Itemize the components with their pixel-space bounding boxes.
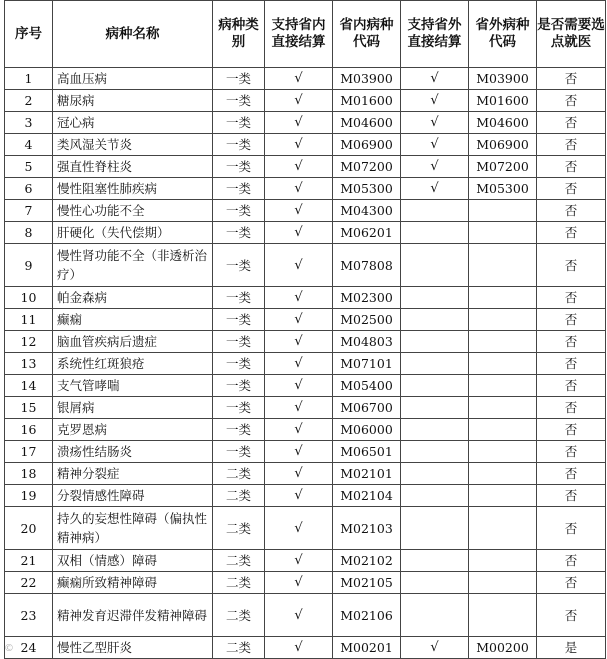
cell-disease-name: 帕金森病 [53,287,213,309]
cell-out-province-settlement [401,594,469,637]
cell-category: 一类 [213,441,265,463]
cell-category: 一类 [213,375,265,397]
cell-no: 24 [5,637,53,659]
cell-disease-name: 脑血管疾病后遗症 [53,331,213,353]
table-row [5,90,606,112]
cell-in-province-code: M05400 [333,375,401,397]
cell-category: 一类 [213,309,265,331]
cell-no: 9 [5,244,53,287]
cell-out-province-settlement [401,244,469,287]
cell-need-select: 否 [537,244,606,287]
cell-out-province-code [469,594,537,637]
cell-need-select: 否 [537,331,606,353]
cell-out-province-settlement: √ [401,178,469,200]
table-row [5,507,606,550]
table-row [5,156,606,178]
table-row [5,550,606,572]
cell-out-province-code [469,222,537,244]
cell-no: 15 [5,397,53,419]
cell-out-province-code [469,572,537,594]
cell-out-province-settlement: √ [401,637,469,659]
watermark: © [4,643,14,654]
cell-category: 一类 [213,112,265,134]
cell-in-province-settlement: √ [265,572,333,594]
header-category: 病种类别 [213,1,265,68]
cell-need-select: 否 [537,550,606,572]
header-out-province-settlement: 支持省外直接结算 [401,1,469,68]
cell-no: 22 [5,572,53,594]
cell-disease-name: 慢性乙型肝炎 [53,637,213,659]
cell-no: 8 [5,222,53,244]
cell-in-province-code: M02106 [333,594,401,637]
cell-need-select: 否 [537,419,606,441]
cell-out-province-code [469,550,537,572]
cell-out-province-code [469,331,537,353]
cell-in-province-settlement: √ [265,441,333,463]
cell-category: 一类 [213,222,265,244]
cell-out-province-code: M05300 [469,178,537,200]
cell-category: 一类 [213,287,265,309]
cell-in-province-code: M07808 [333,244,401,287]
cell-need-select: 否 [537,134,606,156]
cell-out-province-settlement [401,572,469,594]
cell-category: 一类 [213,331,265,353]
cell-no: 2 [5,90,53,112]
table-row [5,178,606,200]
table-row [5,244,606,287]
cell-disease-name: 持久的妄想性障碍（偏执性精神病） [53,507,213,550]
header-in-province-settlement: 支持省内直接结算 [265,1,333,68]
cell-in-province-code: M06201 [333,222,401,244]
cell-category: 二类 [213,594,265,637]
table-row [5,637,606,659]
cell-no: 17 [5,441,53,463]
header-out-province-code: 省外病种代码 [469,1,537,68]
table-row [5,485,606,507]
cell-need-select: 否 [537,156,606,178]
cell-disease-name: 癫痫 [53,309,213,331]
table-header-row [5,1,606,68]
cell-need-select: 否 [537,594,606,637]
cell-out-province-code [469,441,537,463]
header-name: 病种名称 [53,1,213,68]
cell-out-province-code [469,287,537,309]
cell-in-province-settlement: √ [265,375,333,397]
cell-need-select: 否 [537,507,606,550]
cell-in-province-settlement: √ [265,178,333,200]
cell-category: 二类 [213,550,265,572]
cell-out-province-code: M00200 [469,637,537,659]
cell-in-province-settlement: √ [265,485,333,507]
cell-need-select: 否 [537,222,606,244]
cell-out-province-code [469,485,537,507]
cell-category: 一类 [213,397,265,419]
cell-category: 一类 [213,244,265,287]
table-row [5,572,606,594]
cell-in-province-settlement: √ [265,331,333,353]
cell-no: 10 [5,287,53,309]
table-row [5,397,606,419]
cell-disease-name: 精神发育迟滞伴发精神障碍 [53,594,213,637]
cell-in-province-settlement: √ [265,637,333,659]
cell-in-province-code: M02105 [333,572,401,594]
cell-in-province-settlement: √ [265,156,333,178]
cell-in-province-settlement: √ [265,309,333,331]
cell-out-province-code: M01600 [469,90,537,112]
cell-in-province-code: M02300 [333,287,401,309]
cell-out-province-settlement [401,485,469,507]
cell-no: 3 [5,112,53,134]
cell-need-select: 否 [537,353,606,375]
cell-disease-name: 慢性心功能不全 [53,200,213,222]
cell-in-province-code: M02500 [333,309,401,331]
cell-in-province-settlement: √ [265,134,333,156]
cell-out-province-code: M07200 [469,156,537,178]
cell-out-province-code: M03900 [469,68,537,90]
cell-in-province-settlement: √ [265,397,333,419]
cell-disease-name: 分裂情感性障碍 [53,485,213,507]
cell-in-province-code: M04300 [333,200,401,222]
cell-no: 18 [5,463,53,485]
cell-in-province-settlement: √ [265,90,333,112]
cell-in-province-code: M02103 [333,507,401,550]
cell-disease-name: 精神分裂症 [53,463,213,485]
table-row [5,463,606,485]
cell-out-province-settlement: √ [401,156,469,178]
cell-need-select: 否 [537,200,606,222]
cell-out-province-code [469,463,537,485]
cell-need-select: 否 [537,90,606,112]
cell-no: 5 [5,156,53,178]
cell-disease-name: 系统性红斑狼疮 [53,353,213,375]
cell-in-province-code: M07200 [333,156,401,178]
cell-need-select: 否 [537,112,606,134]
cell-disease-name: 糖尿病 [53,90,213,112]
cell-no: 20 [5,507,53,550]
table-row [5,419,606,441]
cell-in-province-code: M06501 [333,441,401,463]
cell-category: 二类 [213,485,265,507]
cell-category: 一类 [213,353,265,375]
cell-out-province-code: M06900 [469,134,537,156]
cell-in-province-code: M02104 [333,485,401,507]
cell-need-select: 否 [537,287,606,309]
cell-in-province-settlement: √ [265,244,333,287]
table-row [5,287,606,309]
cell-disease-name: 慢性肾功能不全（非透析治疗） [53,244,213,287]
table-row [5,309,606,331]
cell-no: 19 [5,485,53,507]
header-in-province-code: 省内病种代码 [333,1,401,68]
cell-disease-name: 双相（情感）障碍 [53,550,213,572]
cell-in-province-settlement: √ [265,287,333,309]
table-row [5,331,606,353]
cell-in-province-code: M06900 [333,134,401,156]
cell-out-province-settlement [401,222,469,244]
cell-out-province-code [469,375,537,397]
cell-out-province-settlement [401,441,469,463]
cell-in-province-settlement: √ [265,507,333,550]
cell-category: 一类 [213,178,265,200]
cell-no: 4 [5,134,53,156]
cell-no: 1 [5,68,53,90]
cell-category: 二类 [213,463,265,485]
cell-category: 二类 [213,572,265,594]
cell-in-province-settlement: √ [265,353,333,375]
cell-category: 一类 [213,156,265,178]
table-body [5,68,606,659]
cell-in-province-code: M00201 [333,637,401,659]
cell-out-province-code [469,507,537,550]
cell-out-province-code [469,419,537,441]
table-row [5,441,606,463]
cell-in-province-code: M06700 [333,397,401,419]
cell-out-province-settlement [401,463,469,485]
cell-no: 7 [5,200,53,222]
cell-out-province-settlement [401,507,469,550]
cell-no: 21 [5,550,53,572]
table-row [5,200,606,222]
cell-need-select: 否 [537,375,606,397]
cell-no: 12 [5,331,53,353]
cell-need-select: 否 [537,441,606,463]
cell-category: 一类 [213,419,265,441]
cell-out-province-code: M04600 [469,112,537,134]
cell-out-province-code [469,397,537,419]
cell-out-province-settlement [401,397,469,419]
cell-in-province-code: M04600 [333,112,401,134]
table-row [5,134,606,156]
cell-in-province-settlement: √ [265,419,333,441]
cell-need-select: 否 [537,309,606,331]
cell-disease-name: 克罗恩病 [53,419,213,441]
cell-out-province-settlement [401,309,469,331]
cell-in-province-settlement: √ [265,463,333,485]
cell-no: 23 [5,594,53,637]
cell-out-province-code [469,200,537,222]
cell-in-province-code: M05300 [333,178,401,200]
cell-in-province-settlement: √ [265,112,333,134]
cell-in-province-settlement: √ [265,594,333,637]
cell-category: 二类 [213,637,265,659]
cell-category: 一类 [213,200,265,222]
cell-need-select: 否 [537,485,606,507]
cell-no: 16 [5,419,53,441]
cell-in-province-code: M01600 [333,90,401,112]
cell-out-province-settlement [401,331,469,353]
cell-out-province-settlement: √ [401,90,469,112]
cell-in-province-settlement: √ [265,222,333,244]
cell-out-province-settlement [401,287,469,309]
cell-in-province-settlement: √ [265,200,333,222]
cell-disease-name: 癫痫所致精神障碍 [53,572,213,594]
cell-disease-name: 慢性阻塞性肺疾病 [53,178,213,200]
cell-need-select: 否 [537,397,606,419]
table-row [5,222,606,244]
cell-out-province-settlement: √ [401,112,469,134]
cell-disease-name: 银屑病 [53,397,213,419]
cell-in-province-code: M02102 [333,550,401,572]
cell-no: 14 [5,375,53,397]
cell-disease-name: 冠心病 [53,112,213,134]
cell-need-select: 否 [537,463,606,485]
cell-need-select: 否 [537,178,606,200]
cell-need-select: 否 [537,68,606,90]
cell-in-province-settlement: √ [265,550,333,572]
cell-disease-name: 高血压病 [53,68,213,90]
table-row [5,353,606,375]
cell-disease-name: 强直性脊柱炎 [53,156,213,178]
cell-out-province-settlement [401,375,469,397]
cell-disease-name: 溃疡性结肠炎 [53,441,213,463]
cell-no: 11 [5,309,53,331]
cell-out-province-code [469,309,537,331]
cell-disease-name: 肝硬化（失代偿期） [53,222,213,244]
cell-need-select: 否 [537,572,606,594]
table-row [5,68,606,90]
cell-no: 6 [5,178,53,200]
cell-in-province-code: M04803 [333,331,401,353]
cell-out-province-settlement [401,550,469,572]
table-row [5,375,606,397]
cell-out-province-settlement [401,419,469,441]
cell-category: 一类 [213,90,265,112]
table-row [5,112,606,134]
cell-in-province-code: M03900 [333,68,401,90]
cell-category: 一类 [213,134,265,156]
cell-disease-name: 类风湿关节炎 [53,134,213,156]
header-no: 序号 [5,1,53,68]
disease-table [4,0,606,659]
cell-out-province-code [469,353,537,375]
cell-out-province-settlement [401,353,469,375]
cell-in-province-code: M02101 [333,463,401,485]
cell-out-province-settlement: √ [401,134,469,156]
cell-out-province-settlement [401,200,469,222]
cell-disease-name: 支气管哮喘 [53,375,213,397]
cell-in-province-code: M06000 [333,419,401,441]
cell-category: 一类 [213,68,265,90]
cell-in-province-settlement: √ [265,68,333,90]
cell-category: 二类 [213,507,265,550]
cell-need-select: 是 [537,637,606,659]
cell-no: 13 [5,353,53,375]
header-need-select: 是否需要选点就医 [537,1,606,68]
cell-in-province-code: M07101 [333,353,401,375]
table-row [5,594,606,637]
cell-out-province-settlement: √ [401,68,469,90]
cell-out-province-code [469,244,537,287]
disease-table-container [4,0,606,659]
